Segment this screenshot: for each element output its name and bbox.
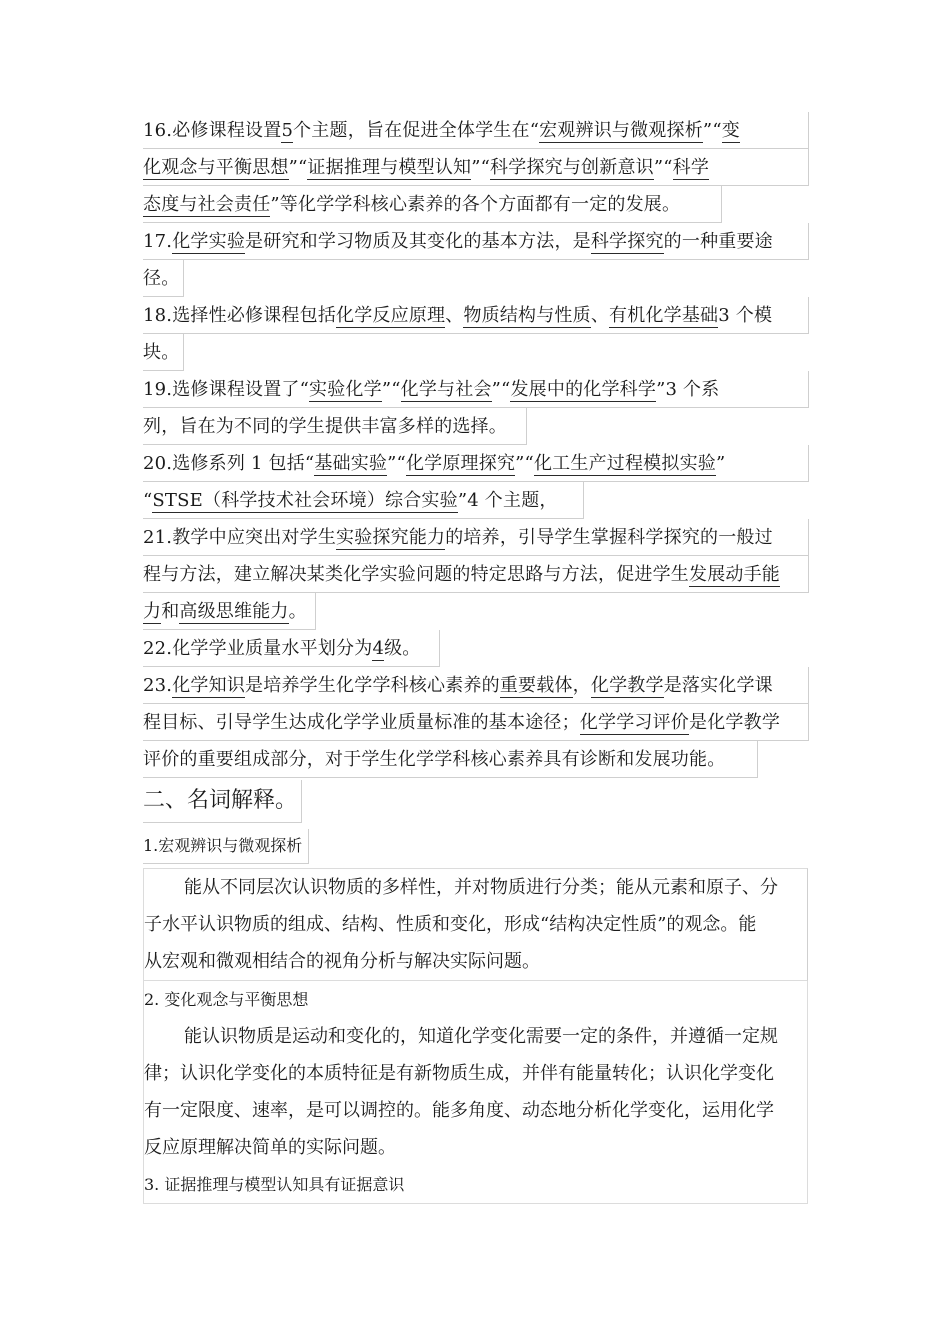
- item-19-line-1: 19.选修课程设置了“实验化学”“化学与社会”“发展中的化学科学”3 个系: [143, 371, 809, 408]
- blank-answer: 基础实验: [314, 453, 388, 474]
- term-title-2: 2. 变化观念与平衡思想: [144, 990, 309, 1009]
- blank-answer: 态度与社会责任: [143, 194, 271, 215]
- item-18: [143, 297, 808, 371]
- item-18-line-1: 18.选择性必修课程包括化学反应原理、物质结构与性质、有机化学基础3 个模: [143, 297, 809, 334]
- blank-answer: 化观念与平衡思想: [143, 157, 289, 178]
- blank-answer: 实验探究能力: [336, 527, 446, 548]
- blank-answer: 科学: [672, 157, 710, 178]
- blank-answer: STSE（科学技术社会环境）综合实验: [152, 490, 458, 511]
- blank-answer: 化工生产过程模拟实验: [533, 453, 716, 474]
- item-16: [143, 112, 808, 223]
- document-page: [143, 112, 808, 1204]
- item-21-line-3: 力和高级思维能力。: [143, 593, 316, 630]
- blank-answer: 4: [372, 638, 385, 659]
- blank-answer: 重要载体: [499, 675, 573, 696]
- item-21-line-2: 程与方法，建立解决某类化学实验问题的特定思路与方法，促进学生发展动手能: [143, 556, 809, 593]
- item-17: [143, 223, 808, 297]
- item-18-line-2: 块。: [143, 334, 184, 371]
- blank-answer: 力: [143, 601, 162, 622]
- blank-answer: 高级思维能力: [179, 601, 289, 622]
- term-block-2: 2. 变化观念与平衡思想 能认识物质是运动和变化的，知道化学变化需要一定的条件，并遵循一定规 律；认识化学变化的本质特征是有新物质生成，并伴有能量转化；认识化学变化 有一定限度、速率，是可以调控的。能多角度、动态地分析化学变化，运用化学 反应原理解决简单的实际问题。 3. 证据推理与模型认知具有证据意识: [143, 981, 808, 1204]
- term-definition-1: 能从不同层次认识物质的多样性，并对物质进行分类；能从元素和原子、分 子水平认识物质的组成、结构、性质和变化，形成“结构决定性质”的观念。能 从宏观和微观相结合的视角分析与解决实际问题。: [143, 868, 808, 981]
- item-22-line-1: 22.化学学业质量水平划分为4级。: [143, 630, 440, 667]
- item-21: [143, 519, 808, 630]
- blank-answer: 发展动手能: [689, 564, 780, 585]
- blank-answer: 5: [281, 120, 294, 141]
- item-23-line-1: 23.化学知识是培养学生化学学科核心素养的重要载体，化学教学是落实化学课: [143, 667, 809, 704]
- blank-answer: 化学实验: [172, 231, 246, 252]
- item-20-line-2: “STSE（科学技术社会环境）综合实验”4 个主题，: [143, 482, 584, 519]
- item-17-line-2: 径。: [143, 260, 184, 297]
- item-19-line-2: 列，旨在为不同的学生提供丰富多样的选择。: [143, 408, 527, 445]
- term-title-1: 1.宏观辨识与微观探析: [143, 829, 309, 864]
- blank-answer: 科学探究: [590, 231, 664, 252]
- item-20: [143, 445, 808, 519]
- blank-answer: 证据推理与模型认知: [307, 157, 472, 178]
- blank-answer: 化学教学: [590, 675, 664, 696]
- term-title-3: 3. 证据推理与模型认知具有证据意识: [144, 1175, 405, 1194]
- blank-answer: 化学反应原理: [336, 305, 446, 326]
- blank-answer: 化学学习评价: [579, 712, 690, 733]
- blank-answer: 有机化学基础: [609, 305, 719, 326]
- item-16-line-3: 态度与社会责任”等化学学科核心素养的各个方面都有一定的发展。: [143, 186, 722, 223]
- blank-answer: 宏观辨识与微观探析: [539, 120, 703, 141]
- item-23-line-2: 程目标、引导学生达成化学学业质量标准的基本途径；化学学习评价是化学教学: [143, 704, 809, 741]
- blank-answer: 实验化学: [309, 379, 382, 400]
- blank-answer: 物质结构与性质: [463, 305, 591, 326]
- blank-answer: 科学探究与创新意识: [490, 157, 654, 178]
- blank-answer: 化学知识: [172, 675, 246, 696]
- item-22: [143, 630, 808, 667]
- item-16-line-2: 化观念与平衡思想”“证据推理与模型认知”“科学探究与创新意识”“科学: [143, 149, 809, 186]
- item-23-line-3: 评价的重要组成部分，对于学生化学学科核心素养具有诊断和发展功能。: [143, 741, 758, 778]
- blank-answer: 化学与社会: [400, 379, 492, 400]
- blank-answer: 发展中的化学科学: [510, 379, 657, 400]
- section-heading: 二、名词解释。: [143, 780, 302, 823]
- item-19: [143, 371, 808, 445]
- item-17-line-1: 17.化学实验是研究和学习物质及其变化的基本方法，是科学探究的一种重要途: [143, 223, 809, 260]
- item-20-line-1: 20.选修系列 1 包括“基础实验”“化学原理探究”“化工生产过程模拟实验”: [143, 445, 809, 482]
- item-23: [143, 667, 808, 778]
- blank-answer: 化学原理探究: [405, 453, 516, 474]
- item-21-line-1: 21.教学中应突出对学生实验探究能力的培养，引导学生掌握科学探究的一般过: [143, 519, 809, 556]
- item-16-line-1: 16.必修课程设置5个主题，旨在促进全体学生在“宏观辨识与微观探析”“变: [143, 112, 809, 149]
- blank-answer: 变: [721, 120, 740, 141]
